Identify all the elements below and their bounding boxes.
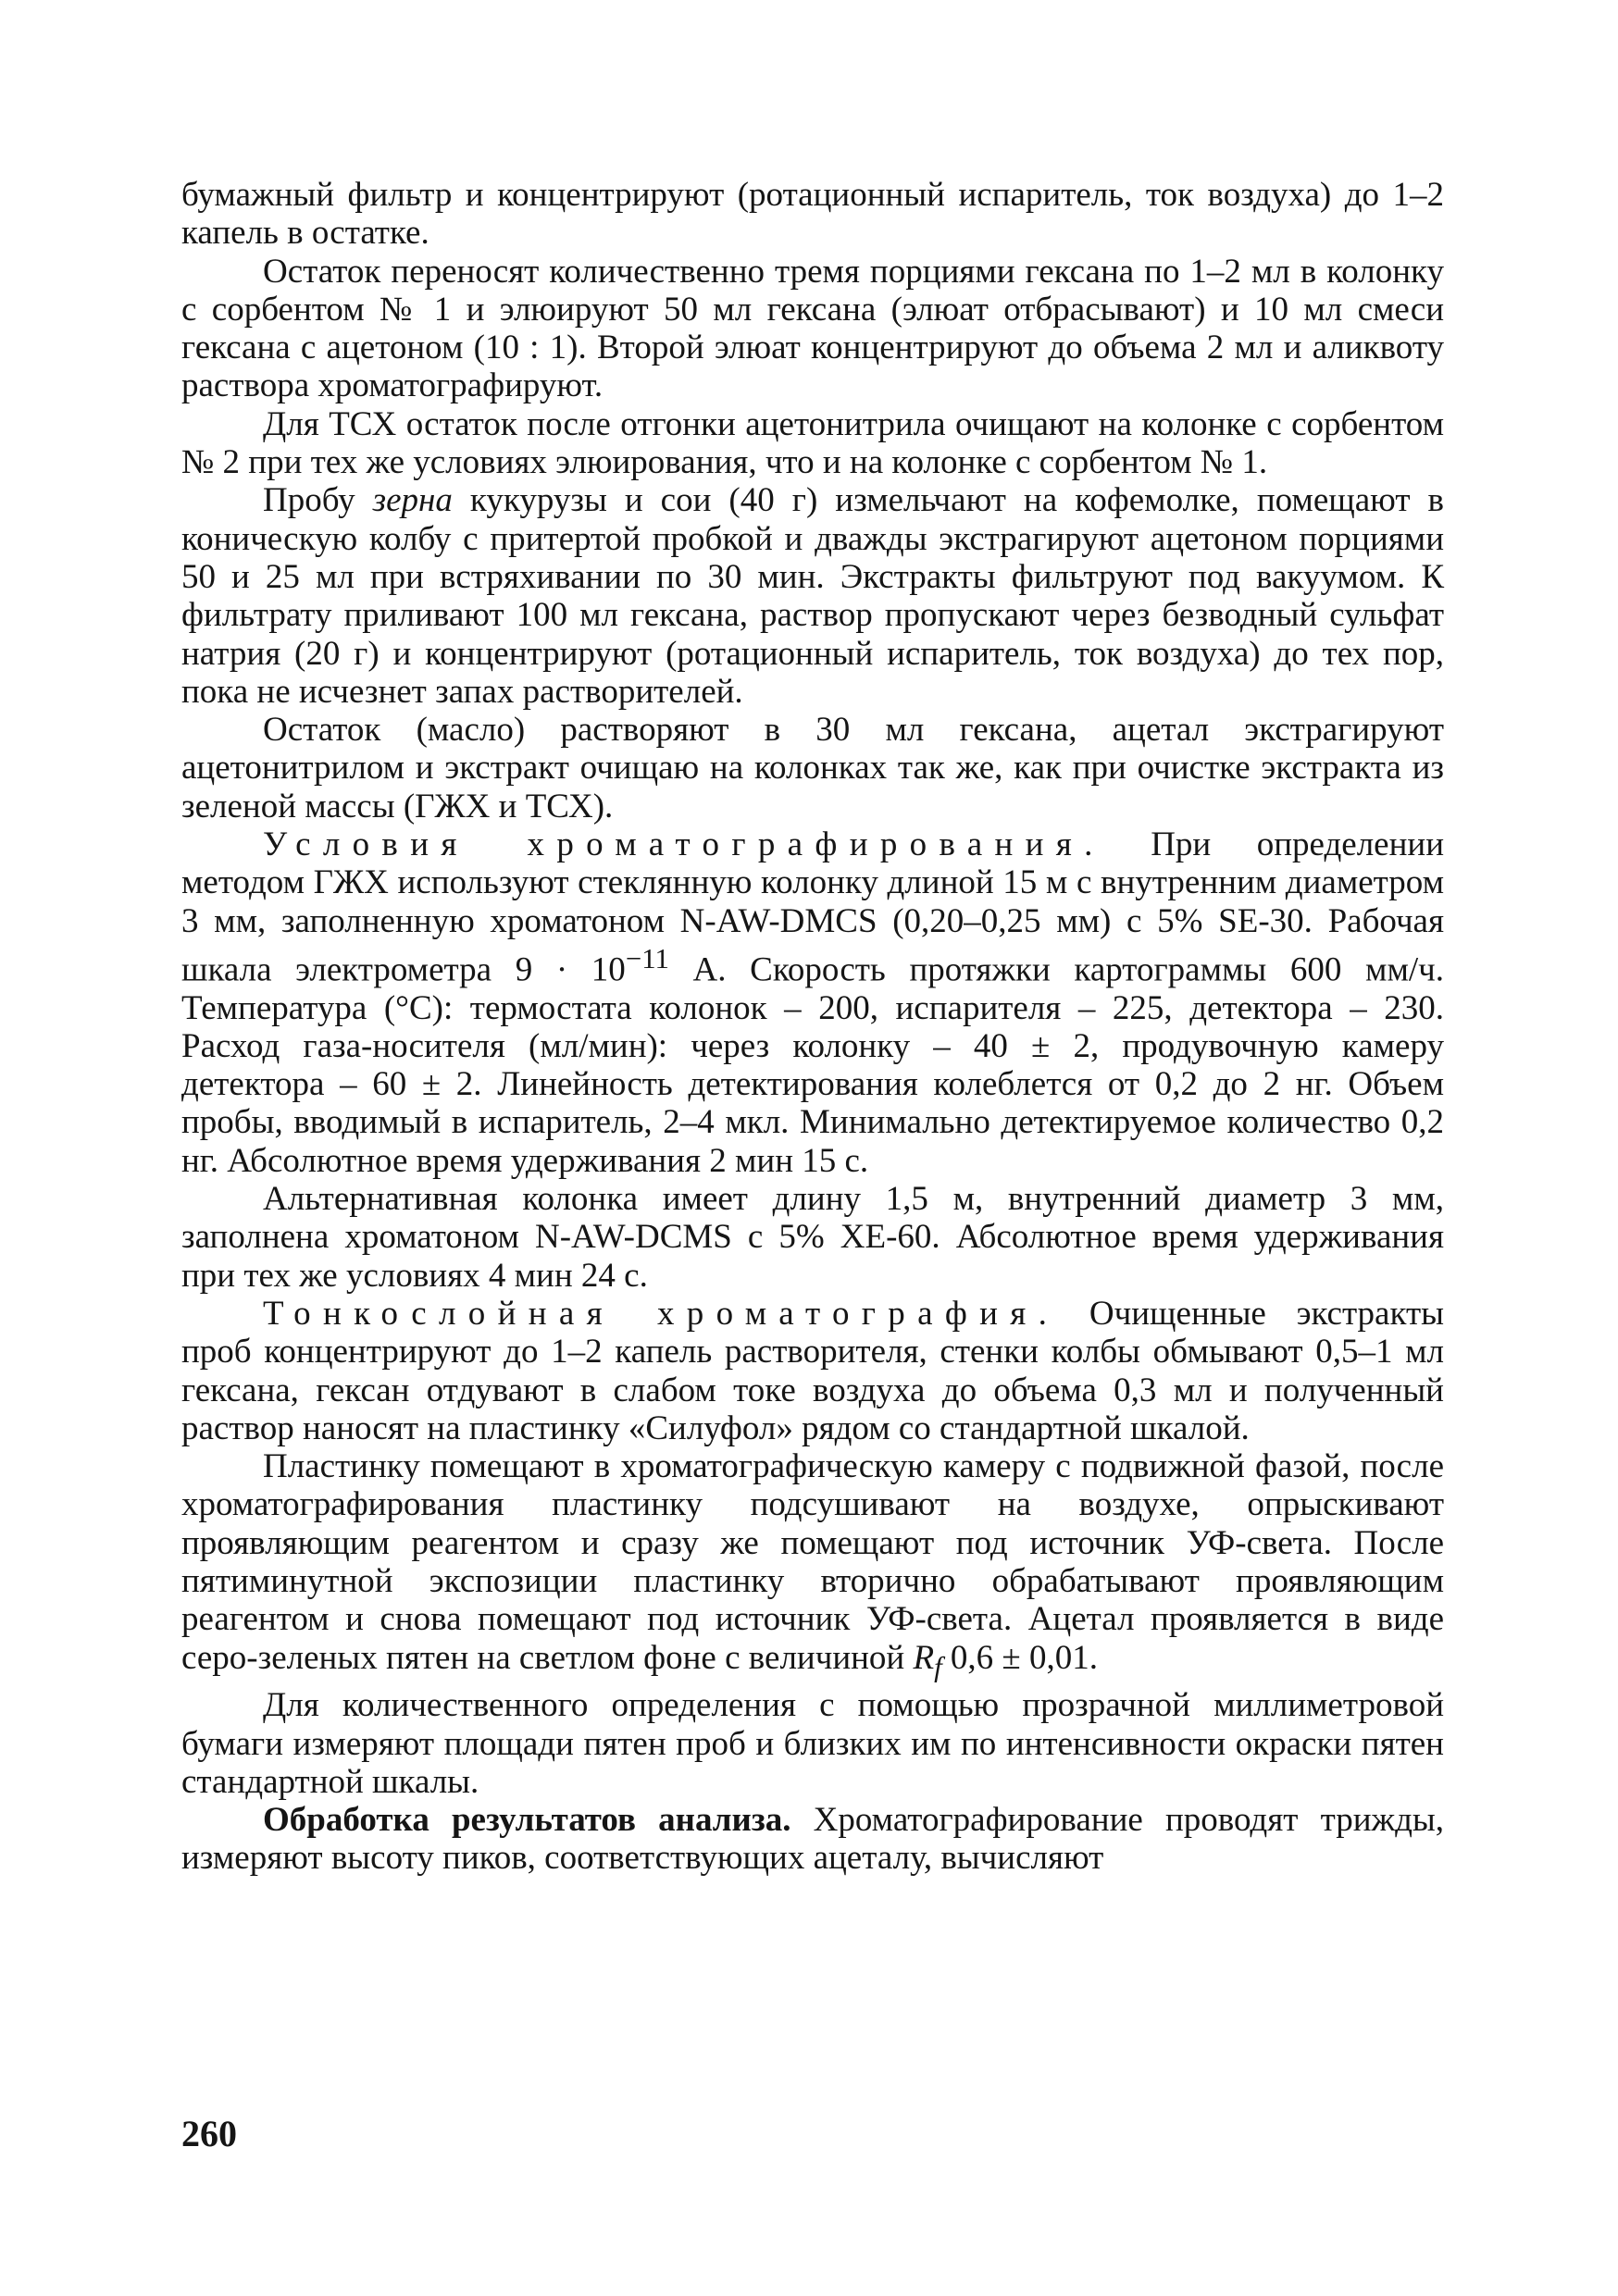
section-heading-tlc: Тонкослойная хроматография.	[263, 1294, 1060, 1333]
paragraph-6	[181, 825, 1444, 1180]
paragraph-3: Для ТСХ остаток после отгонки ацетонитрила очищают на колонке с сорбентом № 2 при тех же условиях элюирования, что и на колонке с сорбентом № 1.	[181, 404, 1444, 482]
exponent: −11	[625, 942, 669, 974]
paragraph-4	[181, 481, 1444, 711]
paragraph-9	[181, 1447, 1444, 1686]
paragraph-6-text: При определении методом ГЖХ используют стеклянную колонку длиной 15 м с внутренним диаметром 3 мм, заполненную хроматоном N-AW-DMCS (0,20–0,25 мм) с 5% SE-30. Рабочая шкала электрометра 9 · 10	[181, 825, 1445, 989]
paragraph-8	[181, 1295, 1444, 1447]
paragraph-2: Остаток переносят количественно тремя порциями гексана по 1–2 мл в колонку с сорбентом № 1 и элюируют 50 мл гексана (элюат отбрасывают) и 10 мл смеси гексана с ацетоном (10 : 1). Второй элюат концентрируют до объема 2 мл и аликвоту раствора хроматографируют.	[181, 252, 1444, 405]
paragraph-10: Для количественного определения с помощью прозрачной миллиметровой бумаги измеряют площади пятен проб и близких им по интенсивности окраски пятен стандартной шкалы.	[181, 1686, 1444, 1801]
rf-subscript	[934, 1651, 942, 1682]
paragraph-9-rest: 0,6 ± 0,01.	[941, 1638, 1098, 1677]
paragraph-6-rest: А. Скорость протяжки картограммы 600 мм/ч. Температура (°С): термостата колонок – 200, испарителя – 225, детектора – 230. Расход газа-носителя (мл/мин): через колонку – 40 ± 2, продувочную камеру детектора – 60 ± 2. Линейность детектирования колеблется от 0,2 до 2 нг. Объем пробы, вводимый в испаритель, 2–4 мкл. Минимально детектируемое количество 0,2 нг. Абсолютное время удерживания 2 мин 15 с.	[181, 950, 1444, 1180]
paragraph-9-text: Пластинку помещают в хроматографическую камеру с подвижной фазой, после хроматографирования пластинку подсушивают на воздухе, опрыскивают проявляющим реагентом и сразу же помещают под источник УФ-света. После пятиминутной экспозиции пластинку вторично обрабатывают проявляющим реагентом и снова помещают под источник УФ-света. Ацетал проявляется в виде серо-зеленых пятен на светлом фоне с величиной	[181, 1447, 1444, 1677]
rf-subscript-letter: f	[934, 1651, 942, 1682]
paragraph-11-text: Хроматографирование проводят трижды, измеряют высоту пиков, соответствующих ацеталу, вычисляют	[181, 1801, 1445, 1878]
paragraph-11	[181, 1801, 1444, 1878]
section-heading-conditions: Условия хроматографирования.	[263, 825, 1105, 864]
paragraph-5: Остаток (масло) растворяют в 30 мл гексана, ацетал экстрагируют ацетонитрилом и экстракт очищаю на колонках так же, как при очистке экстракта из зеленой массы (ГЖХ и ТСХ).	[181, 711, 1444, 825]
paragraph-4-start: Пробу	[263, 481, 373, 520]
paragraph-1: бумажный фильтр и концентрируют (ротационный испаритель, ток воздуха) до 1–2 капель в остатке.	[181, 176, 1444, 253]
section-heading-results: Обработка результатов анализа.	[263, 1801, 791, 1840]
body-text	[181, 176, 1444, 1878]
rf-symbol: R	[913, 1638, 935, 1677]
paragraph-7: Альтернативная колонка имеет длину 1,5 м, внутренний диаметр 3 мм, заполнена хроматоном N-AW-DCMS с 5% ХЕ-60. Абсолютное время удерживания при тех же условиях 4 мин 24 с.	[181, 1180, 1444, 1295]
paragraph-4-rest: кукурузы и сои (40 г) измельчают на кофемолке, помещают в коническую колбу с притертой пробкой и дважды экстрагируют ацетоном порциями 50 и 25 мл при встряхивании по 30 мин. Экстракты фильтруют под вакуумом. К фильтрату приливают 100 мл гексана, раствор пропускают через безводный сульфат натрия (20 г) и концентрируют (ротационный испаритель, ток воздуха) до тех пор, пока не исчезнет запах растворителей.	[181, 481, 1444, 711]
page-number: 260	[181, 2113, 237, 2154]
paragraph-4-italic: зерна	[372, 481, 453, 520]
paragraph-8-text: Очищенные экстракты проб концентрируют до 1–2 капель растворителя, стенки колбы обмывают 0,5–1 мл гексана, гексан отдувают в слабом токе воздуха до объема 0,3 мл и полученный раствор наносят на пластинку «Силуфол» рядом со стандартной шкалой.	[181, 1294, 1444, 1447]
